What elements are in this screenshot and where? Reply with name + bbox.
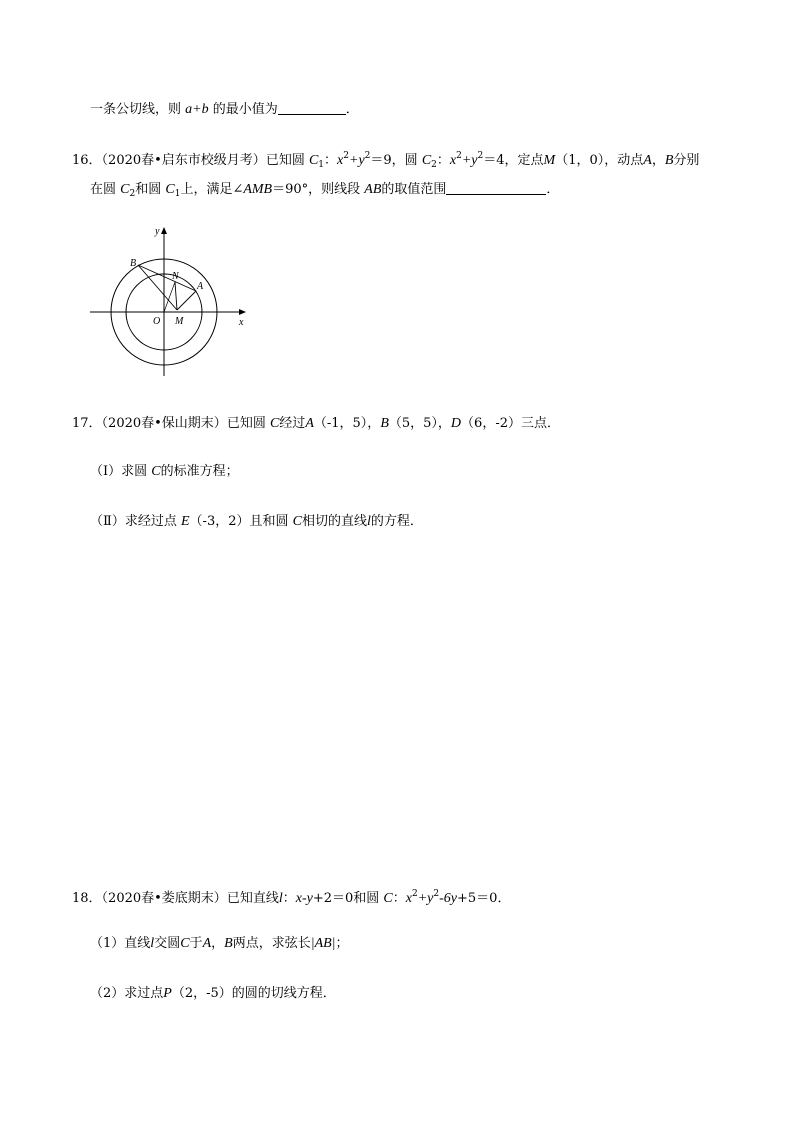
label-M: M — [175, 316, 184, 327]
q17-text: （-1，5）， — [313, 416, 381, 431]
var-A: A — [643, 153, 652, 168]
var-E: E — [180, 514, 190, 529]
q17-text: 已知圆 — [226, 416, 270, 431]
var-D: D — [450, 416, 462, 431]
q16-text: 的取值范围 — [381, 182, 447, 197]
colon: ： — [392, 891, 406, 906]
var-y: +y — [417, 891, 434, 906]
q16-text: ＝9，圆 — [370, 153, 422, 168]
var-y: +y — [349, 153, 365, 168]
colon: ： — [436, 153, 450, 168]
comma: ， — [211, 936, 225, 951]
sub-2: 2 — [129, 189, 136, 199]
y-axis-arrow — [161, 227, 167, 234]
q16-line2 — [90, 180, 559, 204]
sup-2: 2 — [411, 889, 418, 899]
label-O: O — [153, 316, 161, 327]
sup-2: 2 — [343, 151, 349, 161]
var-C: C — [292, 514, 302, 529]
term-6y: -6y — [439, 891, 458, 906]
part-number: （Ⅰ） — [90, 464, 122, 479]
sub-2: 2 — [431, 160, 437, 170]
var-C: C — [180, 936, 190, 951]
var-absAB: |AB| — [310, 936, 336, 951]
q18-line1 — [72, 884, 510, 909]
q16-text: ＝4，定点 — [483, 153, 544, 168]
q15-expr: a+b — [185, 102, 209, 117]
var-x: x — [449, 153, 457, 168]
answer-blank[interactable] — [278, 100, 346, 115]
var-C: C — [151, 464, 161, 479]
answer-blank[interactable] — [446, 180, 546, 195]
label-N: N — [172, 271, 179, 282]
q17-text: （6，-2）三点． — [461, 416, 560, 431]
x-axis-arrow — [239, 309, 246, 315]
var-l: l — [150, 936, 155, 951]
sup-2: 2 — [433, 889, 440, 899]
var-P: P — [163, 986, 172, 1001]
var-AB: AB — [364, 182, 382, 197]
var-C: C — [383, 891, 393, 906]
q17-part1 — [90, 462, 239, 482]
var-C: C — [165, 182, 175, 197]
q16-end: ． — [546, 182, 560, 197]
question-source: （2020春•启东市校级月考） — [101, 153, 266, 168]
part-number: （Ⅱ） — [90, 514, 125, 529]
q18-text: 于 — [189, 936, 203, 951]
q18-text: ； — [335, 936, 349, 951]
var-y: +y — [461, 153, 478, 168]
var-x: x — [337, 153, 344, 168]
label-x: x — [239, 317, 244, 328]
var-M: M — [543, 153, 556, 168]
q16-text: 在圆 — [90, 182, 121, 197]
var-B: B — [380, 416, 389, 431]
q16-text: （1，0），动点 — [555, 153, 644, 168]
q17-text: 的方程． — [370, 514, 423, 529]
q18-text: +5＝0． — [457, 891, 511, 906]
q17-part2 — [90, 512, 423, 532]
sub-1: 1 — [318, 160, 325, 170]
question-number: 18． — [72, 891, 102, 906]
colon: ： — [282, 891, 296, 906]
var-A: A — [202, 936, 212, 951]
var-AMB: AMB — [243, 182, 273, 197]
q15-text2: 的最小值为 — [208, 102, 278, 117]
part-number: （1） — [90, 936, 125, 951]
q17-text: 求圆 — [121, 464, 152, 479]
q16-text: ＝90°，则线段 — [272, 182, 365, 197]
q18-text: 直线 — [124, 936, 151, 951]
q18-text: 两点，求弦长 — [232, 936, 311, 951]
question-number: 16． — [72, 153, 102, 168]
q16-text: 已知圆 — [265, 153, 309, 168]
var-x: x — [405, 891, 412, 906]
question-source: （2020春•保山期末） — [101, 416, 227, 431]
q17-text: 求经过点 — [124, 514, 181, 529]
q18-text: 已知直线 — [226, 891, 279, 906]
q15-end: ． — [345, 102, 359, 117]
q15-tail-line — [90, 100, 359, 120]
circle-figure — [86, 222, 252, 380]
q17-text: 相切的直线 — [301, 514, 367, 529]
var-l: l — [278, 891, 283, 906]
q18-part1 — [90, 934, 349, 954]
sup-2: 2 — [477, 151, 484, 161]
question-number: 17． — [72, 416, 102, 431]
var-C: C — [308, 153, 319, 168]
q16-text: 上，满足∠ — [180, 182, 244, 197]
var-B: B — [224, 936, 233, 951]
q16-line1 — [72, 146, 699, 175]
q18-text: （2，-5）的圆的切线方程． — [171, 986, 336, 1001]
q17-text: 的标准方程； — [160, 464, 239, 479]
q17-text: 经过 — [279, 416, 306, 431]
label-A: A — [197, 281, 204, 292]
var-B: B — [664, 153, 674, 168]
q15-text: 一条公切线，则 — [90, 102, 186, 117]
var-C: C — [421, 153, 432, 168]
q17-text: （-3，2）且和圆 — [189, 514, 293, 529]
var-l: l — [366, 514, 371, 529]
q17-text: （5，5）， — [388, 416, 451, 431]
segment-NM — [175, 282, 177, 310]
q17-line1 — [72, 414, 560, 434]
q18-text: 求过点 — [124, 986, 164, 1001]
question-source: （2020春•娄底期末） — [101, 891, 227, 906]
comma: ， — [651, 153, 665, 168]
colon: ： — [324, 153, 338, 168]
q18-part2 — [90, 984, 336, 1004]
sub-1: 1 — [174, 189, 181, 199]
label-y: y — [155, 226, 160, 237]
var-C: C — [269, 416, 280, 431]
q16-text: 分别 — [673, 153, 700, 168]
q18-text: 交圆 — [154, 936, 181, 951]
segment-AM — [177, 291, 196, 310]
sup-2: 2 — [456, 151, 462, 161]
var-C: C — [120, 182, 130, 197]
label-B: B — [130, 258, 137, 269]
line-equation: x-y — [295, 891, 313, 906]
q16-text: 和圆 — [135, 182, 166, 197]
q18-text: +2＝0和圆 — [312, 891, 384, 906]
part-number: （2） — [90, 986, 125, 1001]
sup-2: 2 — [364, 151, 371, 161]
var-A: A — [305, 416, 314, 431]
